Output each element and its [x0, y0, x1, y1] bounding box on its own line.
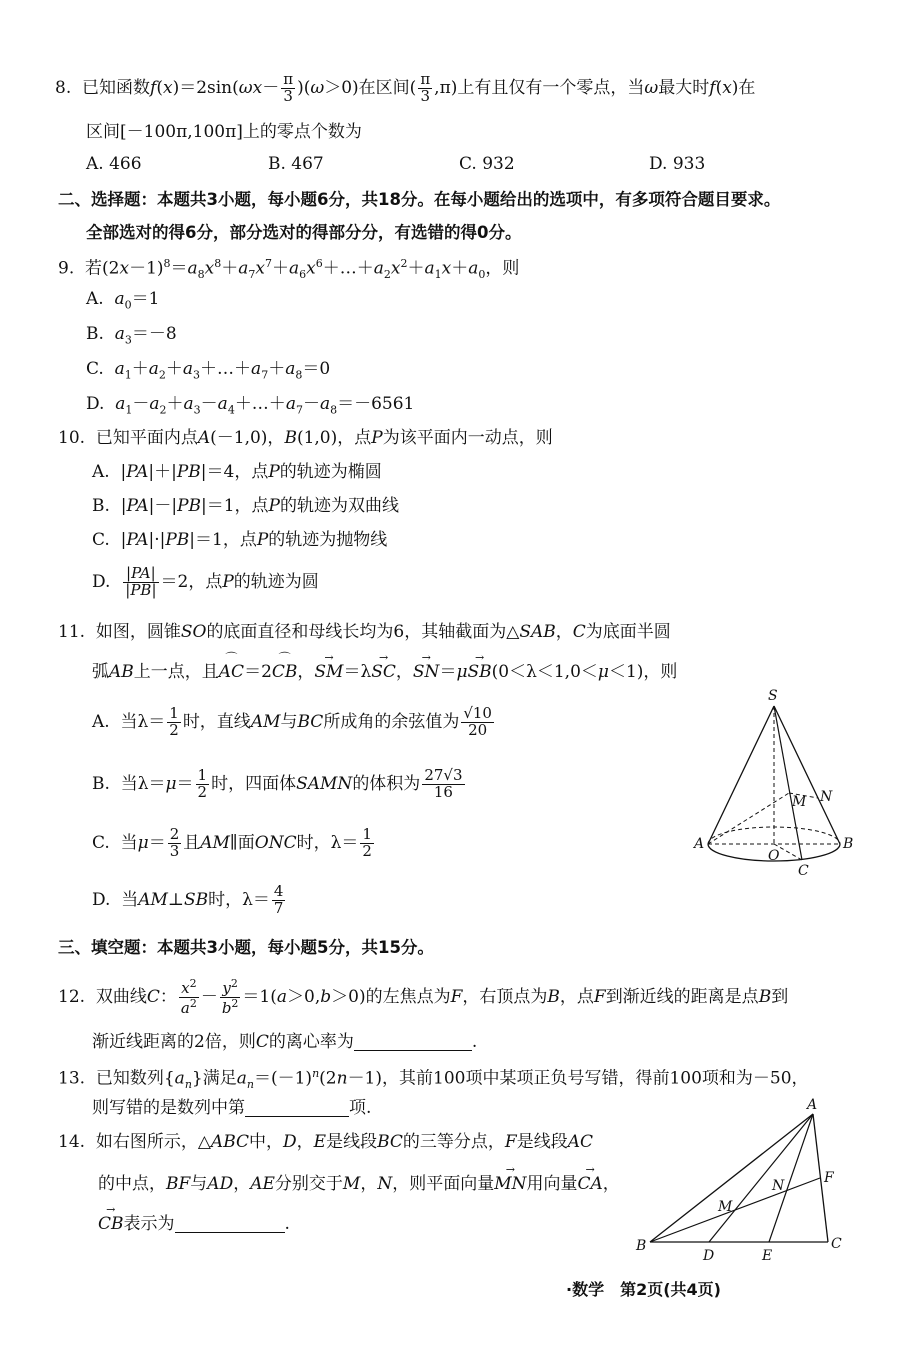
cone-label-c: C — [798, 863, 809, 879]
q13-line1: 13. 已知数列$\{a_n\}$满足$a_n=(-1)^n(2n-1)$，其前100项中某项正负号写错，得前100项和为－50， — [58, 1067, 809, 1092]
q14-line1: 14. 如右图所示，△ABC中，D，E是线段BC的三等分点，F是线段AC — [58, 1132, 593, 1152]
q10-option-d: D. $\frac{|PA|}{|PB|}$ ＝2，点P的轨迹为圆 — [92, 564, 319, 599]
q11-option-b: B. 当λ＝μ＝ $\frac{1}{2}$ 时，四面体SAMN的体积为 $\frac{27√3}{16}$ — [92, 766, 463, 801]
section3-heading: 三、填空题：本题共3小题，每小题5分，共15分。 — [58, 938, 434, 957]
page-footer: ·数学 第2页(共4页) — [566, 1280, 721, 1299]
triangle-label-f: F — [824, 1170, 834, 1186]
q8-line1: 8. 已知函数f(x)＝2sin(ωx－ $\frac{\pi}{3}$ )(ω＞0)在区间( $\frac{\pi}{3}$ ,π)上有且仅有一个零点，当ω最大时f(x)在 — [55, 70, 756, 105]
q13-line2: 则写错的是数列中第 项. — [92, 1098, 372, 1118]
triangle-label-n: N — [772, 1178, 785, 1194]
section2-heading-line1: 二、选择题：本题共3小题，每小题6分，共18分。在每小题给出的选项中，有多项符合题目要求。 — [58, 190, 781, 209]
q12-line2: 渐近线距离的2倍，则C的离心率为 . — [92, 1032, 478, 1052]
q11-line1: 11. 如图，圆锥SO的底面直径和母线长均为6，其轴截面为△SAB，C为底面半圆 — [58, 622, 671, 642]
cone-figure — [690, 688, 860, 883]
q14-line3: → CB表示为 . — [98, 1216, 290, 1233]
cone-label-m: M — [792, 794, 807, 810]
q10-option-a: A. |PA|＋|PB|＝4，点P的轨迹为椭圆 — [92, 462, 382, 482]
q8-option-a: A. 466 — [86, 154, 142, 174]
q8-line2: 区间[－100π,100π]上的零点个数为 — [86, 122, 362, 142]
q9-option-a: A. $a_0=1$ — [86, 289, 160, 312]
triangle-label-e: E — [762, 1248, 773, 1264]
cone-label-n: N — [820, 789, 833, 805]
cone-label-b: B — [843, 836, 854, 852]
q12-answer-blank[interactable] — [354, 1049, 472, 1051]
q8-option-d: D. 933 — [649, 154, 706, 174]
triangle-label-d: D — [703, 1248, 715, 1264]
q11-option-d: D. 当AM⊥SB时，λ＝ $\frac{4}{7}$ — [92, 882, 284, 917]
q14-line2: 的中点，BF与AD，AE分别交于M，N，则平面向量→ MN用向量→ CA， — [98, 1176, 620, 1193]
q9-stem: 9. 若$(2x-1)^8=a_8x^8+a_7x^7+a_6x^6+\dots+a_2x^2+a_1x+a_0$，则 — [58, 257, 520, 282]
cone-label-o: O — [768, 848, 780, 864]
q9-option-b: B. $a_3=-8$ — [86, 324, 177, 347]
q9-option-d: D. $a_1-a_2+a_3-a_4+\dots+a_7-a_8=-6561$ — [86, 394, 415, 417]
triangle-label-m: M — [718, 1199, 733, 1215]
triangle-figure — [630, 1094, 850, 1264]
triangle-label-b: B — [636, 1238, 647, 1254]
triangle-label-a: A — [807, 1097, 818, 1113]
q10-option-b: B. |PA|－|PB|＝1，点P的轨迹为双曲线 — [92, 496, 399, 516]
q12-line1: 12. 双曲线C： $\frac{x^2}{a^2}$ － $\frac{y^2}{b^2}$ ＝1(a＞0,b＞0)的左焦点为F，右顶点为B，点F到渐近线的距离是点B到 — [58, 977, 789, 1017]
q14-answer-blank[interactable] — [175, 1231, 285, 1233]
q11-line2: 弧AB上一点，且⌒ AC＝2⌒ CB，→ SM＝λ→ SC，→ SN＝μ→ SB(0＜λ＜1,0＜μ＜1)，则 — [92, 664, 677, 681]
q10-stem: 10. 已知平面内点A(－1,0)，B(1,0)，点P为该平面内一动点，则 — [58, 428, 553, 448]
q8-option-b: B. 467 — [268, 154, 324, 174]
q13-answer-blank[interactable] — [245, 1115, 349, 1117]
q10-option-c: C. |PA|·|PB|＝1，点P的轨迹为抛物线 — [92, 530, 388, 550]
cone-label-s: S — [768, 688, 778, 704]
q8-option-c: C. 932 — [459, 154, 515, 174]
q11-option-a: A. 当λ＝ $\frac{1}{2}$ 时，直线AM与BC所成角的余弦值为 $\frac{√10}{20}$ — [92, 704, 492, 739]
q11-option-c: C. 当μ＝ $\frac{2}{3}$ 且AM∥面ONC时，λ＝ $\frac{1}{2}$ — [92, 825, 372, 860]
q9-option-c: C. $a_1+a_2+a_3+\dots+a_7+a_8=0$ — [86, 359, 331, 382]
section2-heading-line2: 全部选对的得6分，部分选对的得部分分，有选错的得0分。 — [86, 223, 522, 242]
cone-label-a: A — [694, 836, 705, 852]
triangle-label-c: C — [831, 1236, 842, 1252]
